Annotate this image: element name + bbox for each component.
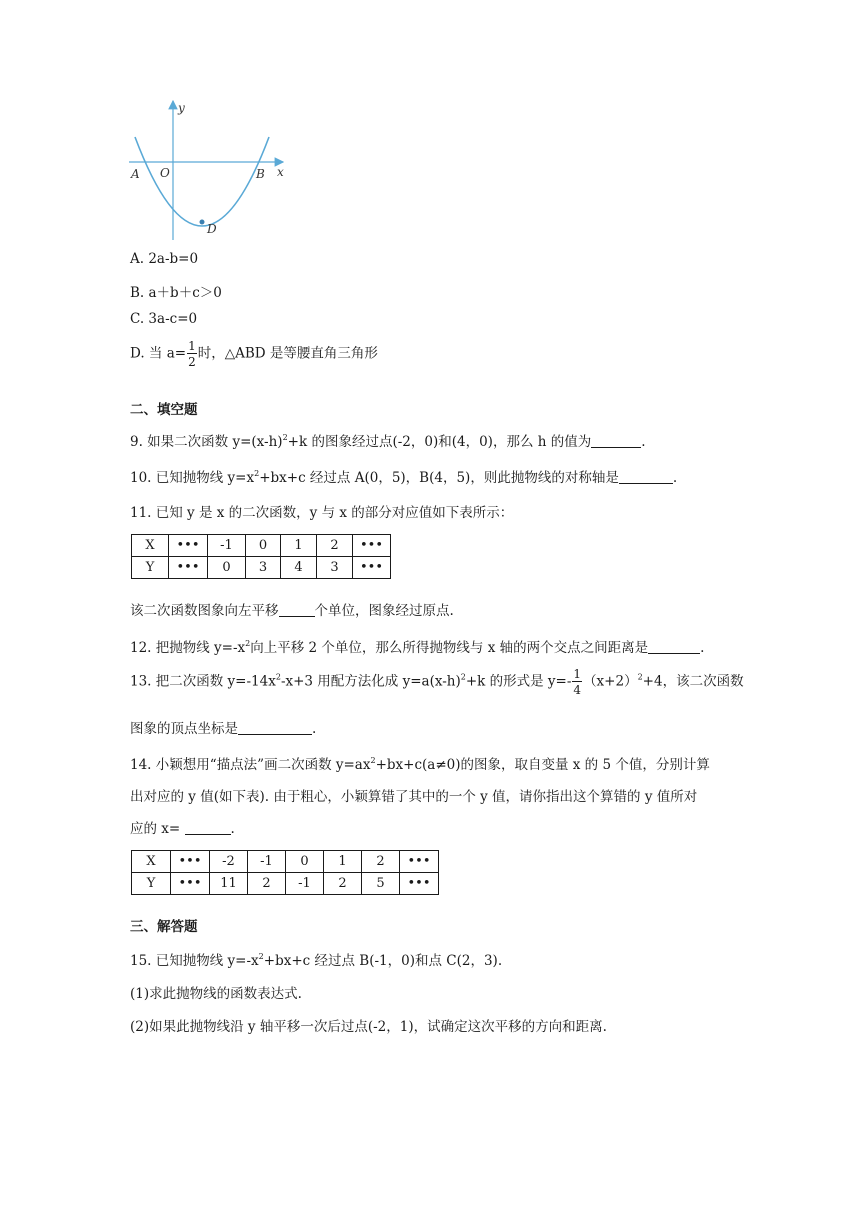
- y-label: y: [178, 101, 185, 115]
- point-d-label: D: [207, 222, 217, 236]
- answer-blank: [648, 641, 700, 654]
- option-b: B. a＋b＋c＞0: [130, 285, 222, 301]
- option-c: C. 3a-c=0: [130, 311, 198, 327]
- option-a: A. 2a-b=0: [130, 251, 199, 267]
- value-table-q14: [131, 850, 439, 895]
- question-11: 11. 已知 y 是 x 的二次函数，y 与 x 的部分对应值如下表所示：: [130, 505, 514, 521]
- table-row: Y ••• 0 3 4 3 •••: [132, 557, 391, 579]
- question-11-followup: 该二次函数图象向左平移 个单位，图象经过原点.: [130, 603, 454, 619]
- question-15: 15. 已知抛物线 $y=-x^2+bx+c$ 经过点 B(-1，0)和点 C(2，3).: [130, 952, 503, 969]
- answer-blank: [238, 722, 312, 735]
- answer-blank: [619, 471, 673, 484]
- table-row: Y ••• 11 2 -1 2 5 •••: [132, 873, 439, 895]
- question-13-line1: 13. 把二次函数 $y=-14x^2-x+3$ 用配方法化成 $y=a(x-h)^2+k$ 的形式是 y=- $\frac{1}{4}$ $(x+2)^2+4$，该二次函数: [130, 667, 744, 697]
- answer-blank: [279, 604, 315, 617]
- parabola-graph: [125, 95, 295, 245]
- question-14-line2: 出对应的 y 值(如下表). 由于粗心，小颖算错了其中的一个 y 值，请你指出这个算错的 y 值所对: [130, 789, 698, 805]
- question-10: 10. 已知抛物线 $y=x^2+bx+c$ 经过点 A(0，5)，B(4，5)，则此抛物线的对称轴是 .: [130, 469, 678, 486]
- table-row: X ••• -1 0 1 2 •••: [132, 535, 391, 557]
- value-table-q11: [131, 534, 391, 579]
- question-14-line3: 应的 x= .: [130, 821, 235, 837]
- answer-blank: [591, 435, 641, 448]
- point-b-label: B: [256, 167, 265, 181]
- question-12: 12. 把抛物线 $y=-x^2$向上平移 2 个单位，那么所得抛物线与 x 轴的两个交点之间距离是 .: [130, 639, 705, 656]
- parabola-curve: [135, 137, 269, 226]
- option-d-prefix: D. 当 a=: [130, 345, 187, 362]
- fraction-one-quarter: $\frac{1}{4}$: [573, 667, 582, 697]
- origin-label: O: [160, 166, 170, 180]
- x-label: x: [277, 165, 284, 179]
- section-answer-title: 三、解答题: [130, 919, 198, 935]
- question-13-line2: 图象的顶点坐标是 .: [130, 721, 317, 737]
- section-fill-blank-title: 二、填空题: [130, 402, 198, 418]
- point-a-label: A: [131, 167, 140, 181]
- option-d: [130, 340, 378, 368]
- question-15-part2: (2)如果此抛物线沿 y 轴平移一次后过点(-2，1)，试确定这次平移的方向和距离.: [130, 1019, 607, 1035]
- table-row: X ••• -2 -1 0 1 2 •••: [132, 851, 439, 873]
- question-15-part1: (1)求此抛物线的函数表达式.: [130, 986, 302, 1002]
- fraction-one-half: $\frac{1}{2}$: [188, 339, 196, 369]
- answer-blank: [185, 822, 231, 835]
- vertex-point: [200, 220, 205, 225]
- question-14-line1: 14. 小颖想用“描点法”画二次函数 $y=ax^2+bx+c(a\ne 0)$的图象，取自变量 x 的 5 个值，分别计算: [130, 756, 710, 773]
- question-9: 9. 如果二次函数 $y=(x-h)^2+k$ 的图象经过点(-2，0)和(4，0)，那么 h 的值为 .: [130, 433, 646, 450]
- option-d-suffix: 时，△ABD 是等腰直角三角形: [197, 345, 378, 362]
